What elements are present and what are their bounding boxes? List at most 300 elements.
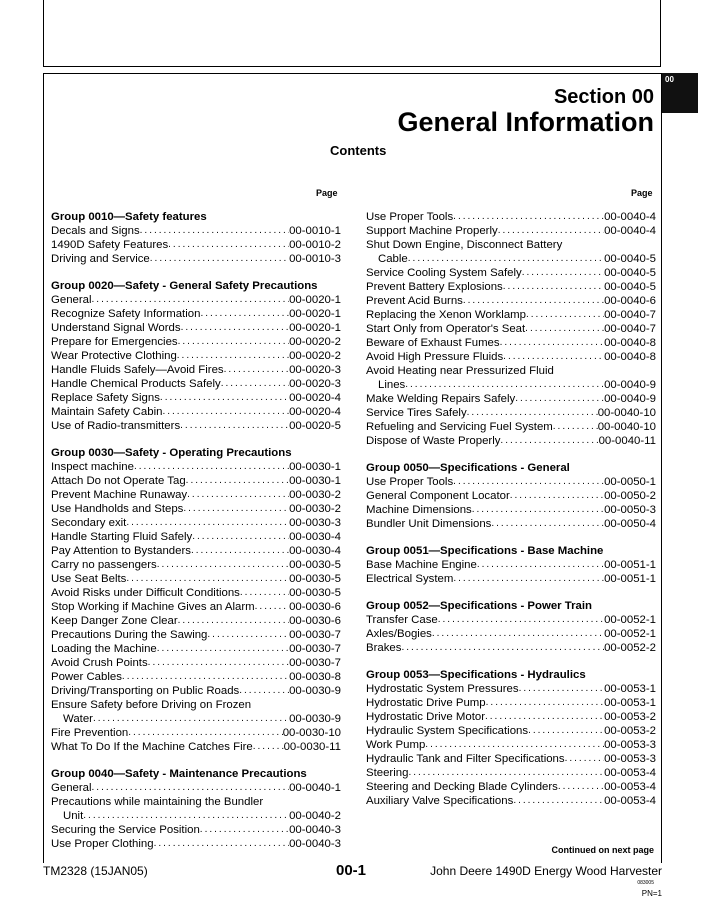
toc-entry-title: Support Machine Properly bbox=[366, 225, 498, 237]
dot-leader bbox=[162, 405, 289, 419]
dot-leader bbox=[425, 738, 604, 752]
toc-entry[interactable]: Ensure Safety before Driving on Frozen bbox=[51, 699, 252, 711]
toc-entry-page: 00-0040-3 bbox=[289, 824, 341, 836]
toc-entry-page: 00-0053-4 bbox=[604, 767, 656, 779]
toc-entry[interactable] bbox=[51, 391, 341, 405]
toc-entry-page: 00-0053-1 bbox=[604, 697, 656, 709]
toc-entry-title: General bbox=[51, 782, 92, 794]
toc-entry-title: Brakes bbox=[366, 642, 402, 654]
toc-entry-page: 00-0020-2 bbox=[289, 350, 341, 362]
toc-entry-title: Prevent Machine Runaway bbox=[51, 489, 188, 501]
toc-entry-title: Electrical System bbox=[366, 573, 454, 585]
toc-entry[interactable] bbox=[51, 238, 341, 252]
toc-left-column bbox=[51, 210, 341, 851]
dot-leader bbox=[253, 740, 284, 754]
dot-leader bbox=[191, 544, 289, 558]
toc-entry-page: 00-0010-2 bbox=[289, 239, 341, 251]
toc-entry-title: Hydrostatic Drive Pump bbox=[366, 697, 486, 709]
toc-entry-title: Hydraulic Tank and Filter Specifications bbox=[366, 753, 565, 765]
group-heading: Group 0050—Specifications - General bbox=[366, 462, 570, 474]
toc-entry-title: Prevent Battery Explosions bbox=[366, 281, 503, 293]
toc-entry-title: Bundler Unit Dimensions bbox=[366, 518, 492, 530]
contents-heading: Contents bbox=[330, 143, 387, 158]
dot-leader bbox=[240, 586, 289, 600]
toc-entry[interactable] bbox=[366, 378, 656, 392]
dot-leader bbox=[486, 696, 604, 710]
toc-entry-title: Work Pump bbox=[366, 739, 426, 751]
toc-entry-title: Steering bbox=[366, 767, 409, 779]
dot-leader bbox=[519, 682, 605, 696]
toc-entry-page: 00-0030-5 bbox=[289, 559, 341, 571]
toc-entry[interactable] bbox=[51, 516, 341, 530]
toc-entry-title: Use Proper Tools bbox=[366, 211, 454, 223]
toc-entry-page: 00-0030-1 bbox=[289, 461, 341, 473]
toc-entry-title: Base Machine Engine bbox=[366, 559, 477, 571]
dot-leader bbox=[453, 210, 604, 224]
toc-entry-title: Dispose of Waste Properly bbox=[366, 435, 501, 447]
toc-entry-page: 00-0040-5 bbox=[604, 281, 656, 293]
dot-leader bbox=[160, 391, 289, 405]
toc-entry-page: 00-0052-1 bbox=[604, 628, 656, 640]
toc-entry[interactable] bbox=[366, 613, 656, 627]
dot-leader bbox=[467, 406, 598, 420]
dot-leader bbox=[134, 460, 289, 474]
dot-leader bbox=[405, 378, 604, 392]
continued-note: Continued on next page bbox=[551, 845, 654, 855]
toc-entry-title: Inspect machine bbox=[51, 461, 134, 473]
toc-entry-page: 00-0053-2 bbox=[604, 711, 656, 723]
toc-entry-page: 00-0040-10 bbox=[597, 421, 656, 433]
group-heading: Group 0020—Safety - General Safety Precautions bbox=[51, 280, 318, 292]
toc-entry[interactable] bbox=[366, 322, 656, 336]
toc-entry-page: 00-0030-5 bbox=[289, 573, 341, 585]
toc-entry-page: 00-0030-6 bbox=[289, 601, 341, 613]
toc-entry-title: Use Proper Clothing bbox=[51, 838, 154, 850]
dot-leader bbox=[491, 517, 604, 531]
toc-entry[interactable] bbox=[366, 406, 656, 420]
toc-entry[interactable] bbox=[51, 502, 341, 516]
toc-entry-title: Machine Dimensions bbox=[366, 504, 472, 516]
dot-leader bbox=[255, 600, 289, 614]
footer-code: 083005 bbox=[637, 880, 654, 886]
toc-entry[interactable] bbox=[51, 405, 341, 419]
toc-entry[interactable] bbox=[51, 670, 341, 684]
toc-entry-page: 00-0030-6 bbox=[289, 615, 341, 627]
toc-entry[interactable] bbox=[51, 809, 341, 823]
toc-entry[interactable] bbox=[366, 696, 656, 710]
toc-entry-page: 00-0030-7 bbox=[289, 643, 341, 655]
toc-entry-page: 00-0040-5 bbox=[604, 253, 656, 265]
dot-leader bbox=[200, 307, 289, 321]
toc-entry-page: 00-0040-7 bbox=[604, 323, 656, 335]
toc-entry-title: Understand Signal Words bbox=[51, 322, 181, 334]
toc-entry[interactable] bbox=[366, 475, 656, 489]
toc-entry-title: Pay Attention to Bystanders bbox=[51, 545, 191, 557]
toc-entry[interactable] bbox=[366, 641, 656, 655]
toc-entry[interactable] bbox=[366, 489, 656, 503]
toc-entry-page: 00-0050-3 bbox=[604, 504, 656, 516]
toc-entry-title: Auxiliary Valve Specifications bbox=[366, 795, 514, 807]
dot-leader bbox=[207, 628, 289, 642]
toc-entry-title: Secondary exit bbox=[51, 517, 127, 529]
dot-leader bbox=[168, 238, 289, 252]
dot-leader bbox=[180, 419, 289, 433]
dot-leader bbox=[183, 502, 289, 516]
toc-entry[interactable] bbox=[51, 837, 341, 851]
toc-entry-page: 00-0020-1 bbox=[289, 294, 341, 306]
toc-entry[interactable] bbox=[366, 224, 656, 238]
toc-entry[interactable] bbox=[51, 572, 341, 586]
toc-entry-title: Recognize Safety Information bbox=[51, 308, 201, 320]
toc-entry-title: Avoid High Pressure Fluids bbox=[366, 351, 504, 363]
toc-entry-page: 00-0030-7 bbox=[289, 657, 341, 669]
toc-entry-page: 00-0052-1 bbox=[604, 614, 656, 626]
toc-entry-page: 00-0030-9 bbox=[289, 685, 341, 697]
dot-leader bbox=[178, 335, 289, 349]
section-label: Section 00 bbox=[553, 86, 654, 108]
dot-leader bbox=[122, 670, 289, 684]
toc-entry-page: 00-0050-1 bbox=[604, 476, 656, 488]
toc-entry-page: 00-0030-5 bbox=[289, 587, 341, 599]
toc-entry[interactable] bbox=[51, 726, 341, 740]
toc-entry[interactable] bbox=[51, 321, 341, 335]
toc-entry-page: 00-0040-8 bbox=[604, 337, 656, 349]
toc-entry-page: 00-0040-6 bbox=[604, 295, 656, 307]
toc-entry-page: 00-0051-1 bbox=[604, 573, 656, 585]
dot-leader bbox=[401, 641, 604, 655]
toc-entry[interactable] bbox=[366, 503, 656, 517]
dot-leader bbox=[453, 475, 604, 489]
toc-entry[interactable] bbox=[51, 488, 341, 502]
dot-leader bbox=[522, 266, 604, 280]
toc-entry-page: 00-0053-3 bbox=[604, 753, 656, 765]
toc-entry-title: Refueling and Servicing Fuel System bbox=[366, 421, 553, 433]
dot-leader bbox=[157, 642, 289, 656]
toc-entry[interactable] bbox=[51, 642, 341, 656]
toc-entry-page: 00-0020-4 bbox=[289, 406, 341, 418]
toc-entry[interactable] bbox=[51, 307, 341, 321]
toc-entry-page: 00-0040-8 bbox=[604, 351, 656, 363]
dot-leader bbox=[498, 224, 604, 238]
toc-entry-page: 00-0020-2 bbox=[289, 336, 341, 348]
toc-entry-title: Use Handholds and Steps bbox=[51, 503, 184, 515]
toc-entry-title: Avoid Risks under Difficult Conditions bbox=[51, 587, 240, 599]
footer-title: John Deere 1490D Energy Wood Harvester bbox=[430, 864, 662, 878]
dot-leader bbox=[515, 392, 604, 406]
dot-leader bbox=[453, 572, 604, 586]
toc-entry-page: 00-0010-1 bbox=[289, 225, 341, 237]
toc-entry-title: Axles/Bogies bbox=[366, 628, 432, 640]
toc-entry-title: Transfer Case bbox=[366, 614, 438, 626]
toc-entry-title: Water bbox=[63, 713, 93, 725]
toc-entry[interactable] bbox=[366, 724, 656, 738]
toc-entry-page: 00-0040-2 bbox=[289, 810, 341, 822]
dot-leader bbox=[148, 656, 289, 670]
toc-entry-title: Hydrostatic System Pressures bbox=[366, 683, 519, 695]
toc-entry[interactable] bbox=[366, 252, 656, 266]
toc-entry[interactable] bbox=[366, 210, 656, 224]
dot-leader bbox=[92, 293, 290, 307]
toc-entry-title: Use Proper Tools bbox=[366, 476, 454, 488]
dot-leader bbox=[126, 572, 289, 586]
toc-entry-title: Handle Fluids Safely—Avoid Fires bbox=[51, 364, 224, 376]
toc-entry-page: 00-0050-4 bbox=[604, 518, 656, 530]
toc-entry[interactable] bbox=[366, 572, 656, 586]
toc-entry-page: 00-0040-11 bbox=[598, 435, 656, 447]
toc-entry-page: 00-0053-2 bbox=[604, 725, 656, 737]
toc-entry[interactable] bbox=[51, 544, 341, 558]
toc-entry[interactable] bbox=[51, 684, 341, 698]
toc-entry-title: Steering and Decking Blade Cylinders bbox=[366, 781, 558, 793]
dot-leader bbox=[408, 252, 604, 266]
toc-entry[interactable] bbox=[366, 308, 656, 322]
toc-entry[interactable] bbox=[51, 614, 341, 628]
dot-leader bbox=[221, 377, 289, 391]
toc-entry-title: Securing the Service Position bbox=[51, 824, 200, 836]
dot-leader bbox=[558, 780, 604, 794]
group-heading: Group 0053—Specifications - Hydraulics bbox=[366, 669, 586, 681]
toc-entry[interactable] bbox=[366, 627, 656, 641]
toc-entry[interactable]: Shut Down Engine, Disconnect Battery bbox=[366, 239, 563, 251]
toc-entry[interactable] bbox=[51, 335, 341, 349]
toc-entry-page: 00-0030-1 bbox=[289, 475, 341, 487]
toc-entry[interactable] bbox=[51, 740, 341, 754]
dot-leader bbox=[93, 712, 289, 726]
toc-entry-page: 00-0020-1 bbox=[289, 308, 341, 320]
toc-entry-title: Hydrostatic Drive Motor bbox=[366, 711, 485, 723]
toc-entry[interactable] bbox=[366, 280, 656, 294]
toc-entry[interactable] bbox=[366, 392, 656, 406]
toc-entry[interactable] bbox=[51, 530, 341, 544]
toc-entry-title: Driving and Service bbox=[51, 253, 150, 265]
toc-entry-title: Hydraulic System Specifications bbox=[366, 725, 529, 737]
toc-entry[interactable] bbox=[51, 293, 341, 307]
dot-leader bbox=[126, 516, 289, 530]
group-heading: Group 0040—Safety - Maintenance Precautions bbox=[51, 768, 307, 780]
toc-entry[interactable] bbox=[51, 656, 341, 670]
toc-entry-page: 00-0053-3 bbox=[604, 739, 656, 751]
group-heading: Group 0010—Safety features bbox=[51, 211, 207, 223]
toc-entry-title: Fire Prevention bbox=[51, 727, 129, 739]
dot-leader bbox=[92, 781, 290, 795]
toc-entry-title: Avoid Crush Points bbox=[51, 657, 148, 669]
toc-entry-page: 00-0050-2 bbox=[604, 490, 656, 502]
toc-entry-page: 00-0030-8 bbox=[289, 671, 341, 683]
toc-entry[interactable] bbox=[366, 517, 656, 531]
dot-leader bbox=[154, 837, 289, 851]
dot-leader bbox=[432, 627, 604, 641]
toc-entry-page: 00-0030-2 bbox=[289, 489, 341, 501]
toc-entry-page: 00-0010-3 bbox=[289, 253, 341, 265]
toc-entry[interactable] bbox=[51, 419, 341, 433]
dot-leader bbox=[157, 558, 289, 572]
toc-entry-title: Attach Do not Operate Tag bbox=[51, 475, 186, 487]
toc-entry[interactable] bbox=[366, 266, 656, 280]
toc-entry-page: 00-0030-10 bbox=[282, 727, 341, 739]
top-rule bbox=[43, 0, 661, 67]
group-heading: Group 0051—Specifications - Base Machine bbox=[366, 545, 604, 557]
toc-entry[interactable] bbox=[51, 712, 341, 726]
toc-entry[interactable] bbox=[366, 682, 656, 696]
toc-entry-page: 00-0040-9 bbox=[604, 393, 656, 405]
toc-entry[interactable]: Precautions while maintaining the Bundler bbox=[51, 796, 264, 808]
toc-entry-page: 00-0020-3 bbox=[289, 364, 341, 376]
toc-entry-title: 1490D Safety Features bbox=[51, 239, 169, 251]
toc-entry-title: Prevent Acid Burns bbox=[366, 295, 463, 307]
toc-entry-title: Service Tires Safely bbox=[366, 407, 467, 419]
dot-leader bbox=[565, 752, 604, 766]
toc-entry-page: 00-0020-1 bbox=[289, 322, 341, 334]
toc-entry-page: 00-0030-3 bbox=[289, 517, 341, 529]
toc-entry-page: 00-0053-1 bbox=[604, 683, 656, 695]
dot-leader bbox=[181, 321, 289, 335]
toc-entry[interactable] bbox=[366, 780, 656, 794]
group-heading: Group 0052—Specifications - Power Train bbox=[366, 600, 592, 612]
toc-entry[interactable] bbox=[366, 752, 656, 766]
toc-entry-title: Make Welding Repairs Safely bbox=[366, 393, 516, 405]
toc-entry[interactable]: Avoid Heating near Pressurized Fluid bbox=[366, 365, 554, 377]
toc-entry[interactable] bbox=[51, 781, 341, 795]
toc-entry-title: General bbox=[51, 294, 92, 306]
dot-leader bbox=[200, 823, 289, 837]
toc-entry-page: 00-0053-4 bbox=[604, 795, 656, 807]
toc-entry-title: Precautions During the Sawing bbox=[51, 629, 208, 641]
footer-page-number: 00-1 bbox=[336, 862, 367, 879]
toc-entry-title: Carry no passengers bbox=[51, 559, 157, 571]
toc-entry-title: General Component Locator bbox=[366, 490, 510, 502]
page-column-header-right: Page bbox=[631, 188, 653, 198]
dot-leader bbox=[500, 336, 604, 350]
toc-entry-title: Service Cooling System Safely bbox=[366, 267, 522, 279]
toc-entry-page: 00-0030-4 bbox=[289, 531, 341, 543]
dot-leader bbox=[485, 710, 604, 724]
toc-entry-title: What To Do If the Machine Catches Fire bbox=[51, 741, 253, 753]
toc-entry[interactable] bbox=[51, 586, 341, 600]
toc-entry-title: Loading the Machine bbox=[51, 643, 157, 655]
toc-entry[interactable] bbox=[366, 558, 656, 572]
toc-entry-title: Start Only from Operator's Seat bbox=[366, 323, 526, 335]
dot-leader bbox=[187, 488, 289, 502]
toc-entry-title: Prepare for Emergencies bbox=[51, 336, 178, 348]
toc-entry[interactable] bbox=[366, 766, 656, 780]
toc-right-column bbox=[366, 210, 656, 808]
toc-entry-page: 00-0030-9 bbox=[289, 713, 341, 725]
toc-entry-title: Lines bbox=[378, 379, 406, 391]
dot-leader bbox=[472, 503, 604, 517]
dot-leader bbox=[526, 308, 604, 322]
toc-entry-page: 00-0040-1 bbox=[289, 782, 341, 794]
toc-entry[interactable] bbox=[366, 350, 656, 364]
toc-entry-title: Power Cables bbox=[51, 671, 122, 683]
toc-entry-page: 00-0051-1 bbox=[604, 559, 656, 571]
toc-entry[interactable] bbox=[51, 558, 341, 572]
dot-leader bbox=[186, 474, 289, 488]
dot-leader bbox=[503, 280, 604, 294]
toc-entry-title: Maintain Safety Cabin bbox=[51, 406, 163, 418]
toc-entry[interactable] bbox=[366, 420, 656, 434]
toc-entry-page: 00-0020-3 bbox=[289, 378, 341, 390]
toc-entry[interactable] bbox=[51, 628, 341, 642]
dot-leader bbox=[528, 724, 604, 738]
toc-entry-title: Driving/Transporting on Public Roads bbox=[51, 685, 240, 697]
toc-entry[interactable] bbox=[366, 738, 656, 752]
toc-entry-page: 00-0040-9 bbox=[604, 379, 656, 391]
footer-pn: PN=1 bbox=[641, 889, 662, 898]
toc-entry[interactable] bbox=[51, 224, 341, 238]
toc-entry[interactable] bbox=[51, 363, 341, 377]
toc-entry-title: Use Seat Belts bbox=[51, 573, 127, 585]
toc-entry-page: 00-0040-5 bbox=[604, 267, 656, 279]
dot-leader bbox=[128, 726, 282, 740]
dot-leader bbox=[224, 363, 289, 377]
page-column-header-left: Page bbox=[316, 188, 338, 198]
toc-entry-title: Replace Safety Signs bbox=[51, 392, 160, 404]
toc-entry[interactable] bbox=[51, 349, 341, 363]
toc-entry-page: 00-0053-4 bbox=[604, 781, 656, 793]
toc-entry-title: Stop Working if Machine Gives an Alarm bbox=[51, 601, 255, 613]
toc-entry-page: 00-0030-2 bbox=[289, 503, 341, 515]
dot-leader bbox=[83, 809, 289, 823]
dot-leader bbox=[438, 613, 604, 627]
toc-entry[interactable] bbox=[366, 336, 656, 350]
toc-entry-title: Cable bbox=[378, 253, 408, 265]
toc-entry-title: Keep Danger Zone Clear bbox=[51, 615, 178, 627]
footer-doc-id: TM2328 (15JAN05) bbox=[43, 864, 148, 878]
toc-entry-page: 00-0040-3 bbox=[289, 838, 341, 850]
toc-entry-title: Handle Starting Fluid Safely bbox=[51, 531, 193, 543]
toc-entry-title: Unit bbox=[63, 810, 84, 822]
toc-entry-page: 00-0040-10 bbox=[597, 407, 656, 419]
toc-entry-title: Replacing the Xenon Worklamp bbox=[366, 309, 526, 321]
toc-entry-page: 00-0030-7 bbox=[289, 629, 341, 641]
toc-entry[interactable] bbox=[51, 474, 341, 488]
toc-entry[interactable] bbox=[366, 434, 656, 448]
toc-entry[interactable] bbox=[51, 600, 341, 614]
dot-leader bbox=[408, 766, 604, 780]
toc-entry[interactable] bbox=[366, 710, 656, 724]
dot-leader bbox=[177, 349, 289, 363]
toc-entry-title: Beware of Exhaust Fumes bbox=[366, 337, 500, 349]
toc-entry[interactable] bbox=[51, 252, 341, 266]
toc-entry-title: Wear Protective Clothing bbox=[51, 350, 177, 362]
dot-leader bbox=[477, 558, 604, 572]
toc-entry[interactable] bbox=[51, 823, 341, 837]
toc-entry[interactable] bbox=[366, 294, 656, 308]
dot-leader bbox=[178, 614, 289, 628]
dot-leader bbox=[500, 434, 598, 448]
toc-entry-page: 00-0040-4 bbox=[604, 225, 656, 237]
toc-entry[interactable] bbox=[51, 460, 341, 474]
toc-entry-page: 00-0030-11 bbox=[283, 741, 341, 753]
toc-entry[interactable] bbox=[51, 377, 341, 391]
section-tab: 00 bbox=[662, 73, 698, 113]
toc-entry-title: Decals and Signs bbox=[51, 225, 140, 237]
toc-entry[interactable] bbox=[366, 794, 656, 808]
dot-leader bbox=[150, 252, 289, 266]
toc-entry-page: 00-0020-4 bbox=[289, 392, 341, 404]
toc-entry-page: 00-0052-2 bbox=[604, 642, 656, 654]
dot-leader bbox=[239, 684, 289, 698]
toc-entry-title: Use of Radio-transmitters bbox=[51, 420, 181, 432]
dot-leader bbox=[463, 294, 604, 308]
toc-entry-page: 00-0040-4 bbox=[604, 211, 656, 223]
toc-entry-page: 00-0020-5 bbox=[289, 420, 341, 432]
dot-leader bbox=[192, 530, 289, 544]
dot-leader bbox=[510, 489, 604, 503]
dot-leader bbox=[140, 224, 289, 238]
toc-entry-page: 00-0040-7 bbox=[604, 309, 656, 321]
dot-leader bbox=[503, 350, 604, 364]
